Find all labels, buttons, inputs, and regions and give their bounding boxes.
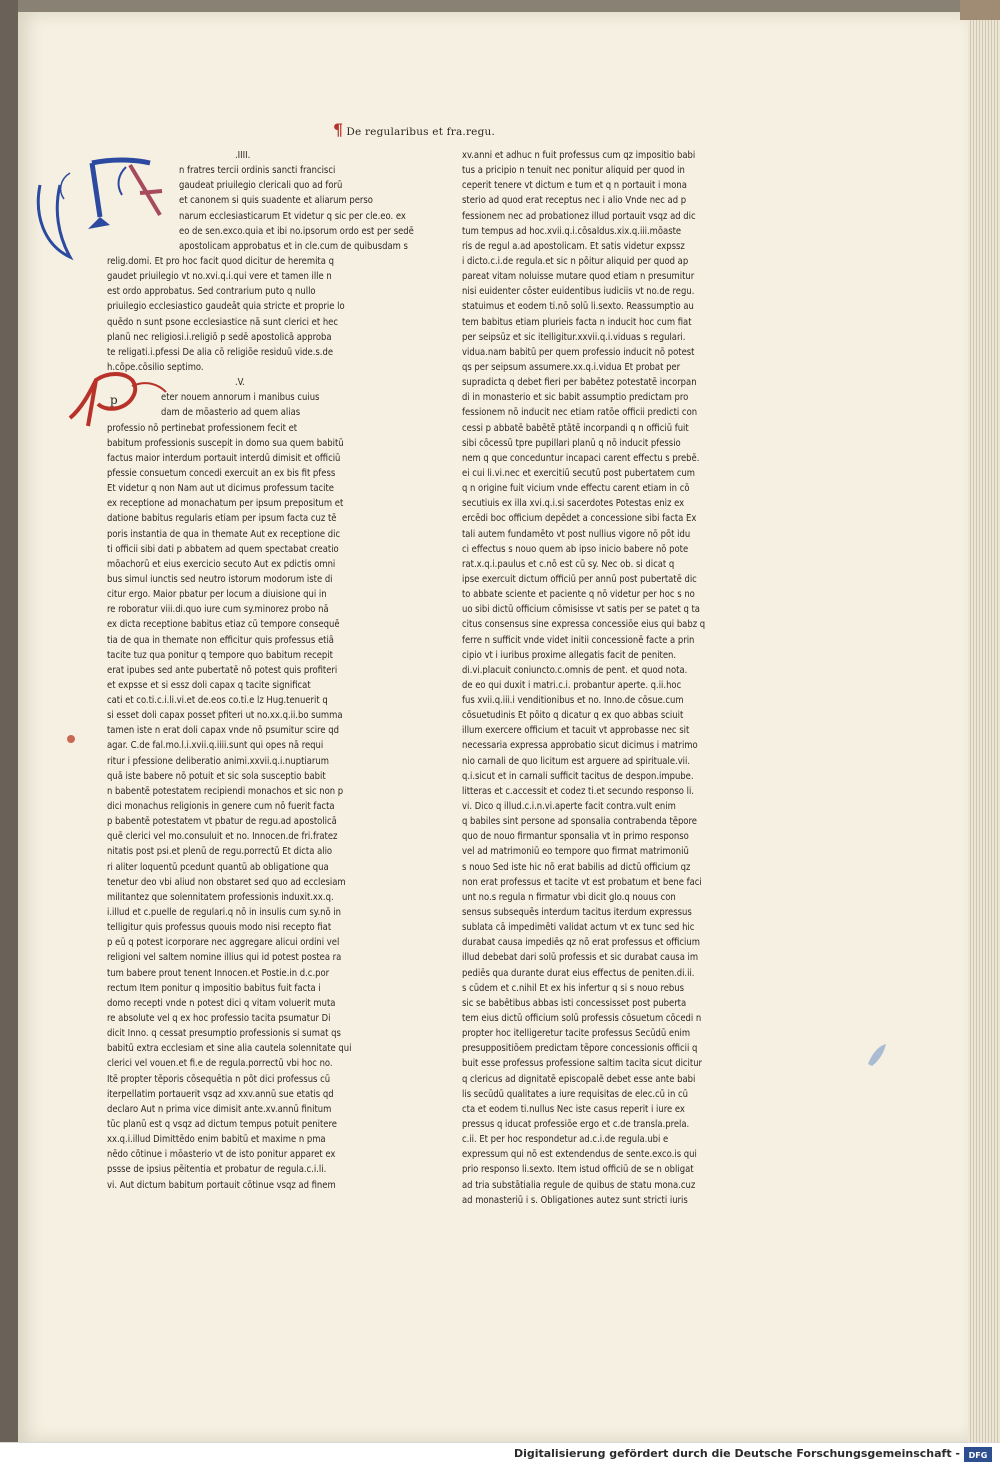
text-line: fessionem nec ad probationez illud portauit vsqz ad dic <box>462 210 696 222</box>
dfg-logo-icon <box>964 1447 992 1462</box>
text-line: nio carnali de quo licitum est arguere ad spirituale.vii. <box>462 755 691 767</box>
text-line: per seipsūz et sic itelligitur.xxvii.q.i.viduas s regulari. <box>462 331 686 343</box>
text-line: necessaria expressa approbatio sicut dicimus i matrimo <box>462 740 698 752</box>
text-line: gaudeat priuilegio clericali quo ad forū <box>179 180 343 192</box>
text-line: non erat professus et tacite vt est probatum et bene faci <box>462 876 702 888</box>
text-line: cipio vt i iuribus proxime allegatis facit de peniten. <box>462 649 677 661</box>
text-line: q n origine fuit vicium vnde effectu carent etiam in cō <box>462 483 690 495</box>
text-line: ipse exercuit dictum officiū per annū post pubertatē dic <box>462 573 697 585</box>
text-line: gaudet priuilegio vt no.xvi.q.i.qui vere et tamen ille n <box>107 271 332 283</box>
text-line: presuppositiōem predictam tēpore concessionis officii q <box>462 1043 698 1055</box>
text-line: factus maior interdum portauit interdū dimisit et officiū <box>107 452 341 464</box>
text-line: ex receptione ad monachatum per ipsum prepositum et <box>107 498 344 510</box>
text-line: propter hoc itelligeretur tacite professus Secūdū enim <box>462 1028 691 1040</box>
text-line: dici monachus religionis in genere cum nō fuerit facta <box>107 801 335 813</box>
text-line: vi. Dico q illud.c.i.n.vi.aperte facit contra.vult enim <box>462 801 676 813</box>
scan-left-margin <box>0 0 18 1442</box>
text-line: i.illud et c.puelle de regulari.q nō in insulis cum sy.nō in <box>107 907 342 919</box>
text-line: p eū q potest icorporare nec aggregare alicui ordini vel <box>107 937 340 949</box>
text-line: rectum Item ponitur q impositio babitus fuit facta i <box>107 982 321 994</box>
text-line: nem q que conceduntur incapaci carent effectu s prebē. <box>462 452 700 464</box>
text-line: sublata cā impedimēti validat actum vt ex tunc sed hic <box>462 922 695 934</box>
binding-corner <box>960 0 1000 20</box>
text-line: ri aliter loquentū pcedunt quantū ab obligatione qua <box>107 861 329 873</box>
text-line: eter nouem annorum i manibus cuius <box>161 392 320 404</box>
text-line: ris de regul a.ad apostolicam. Et satis videtur expssz <box>462 240 685 252</box>
text-line: et canonem si quis suadente et aliarum perso <box>179 195 373 207</box>
right-column <box>462 148 744 1208</box>
text-line: durabat causa impediēs qz nō erat professus et officium <box>462 937 700 949</box>
text-line: cessi p abbatē babētē ptātē incorpandi q n officiū fuit <box>462 422 689 434</box>
text-line: narum ecclesiasticarum Et videtur q sic per cle.eo. ex <box>179 210 406 222</box>
text-line: qs per seipsum assumere.xx.q.i.vidua Et probat per <box>462 361 681 373</box>
text-line: secutiuis ex illa xvi.q.i.si sacerdotes Potestas eniz ex <box>462 498 685 510</box>
text-line: pressus q iducat professiōe ergo et c.de transla.prela. <box>462 1119 690 1130</box>
text-line: babitū extra ecclesiam et sine alia cautela solennitate qui <box>107 1043 352 1055</box>
svg-text:DFG: DFG <box>968 1451 988 1460</box>
text-line: n babentē potestatem recipiendi monachos et sic non p <box>107 785 344 797</box>
text-line: s nouo Sed iste hic nō erat babilis ad dictū officium qz <box>462 861 691 873</box>
text-line: dicit Inno. q cessat presumptio professionis si sumat qs <box>107 1028 341 1040</box>
text-line: telligitur quis professus quouis modo nisi recepto fiat <box>107 922 332 934</box>
text-line: xv.anni et adhuc n fuit professus cum qz impositio babi <box>462 150 696 161</box>
text-line: statuimus et eodem ti.nō solū li.sexto. Reassumptio au <box>462 301 694 313</box>
text-line: tenetur deo vbi aliud non obstaret sed quo ad ecclesiam <box>107 876 346 888</box>
text-line: c.ii. Et per hoc respondetur ad.c.i.de regula.ubi e <box>462 1134 669 1146</box>
text-line: cōsuetudinis Et pōito q dicatur q ex quo abbas sciuit <box>462 710 684 722</box>
text-line: ex dicta receptione babitus etiaz cū tempore consequē <box>107 619 340 631</box>
text-line: nēdo cōtinue i mōasterio vt de isto ponitur apparet ex <box>107 1149 336 1161</box>
text-line: eo de sen.exco.quia et ibi no.ipsorum ordo est per sedē <box>179 225 414 237</box>
text-line: ci effectus s nouo quem ab ipso inicio babere nō pote <box>462 543 689 555</box>
text-line: ferre n sufficit vnde videt initii concessionē facte a prin <box>462 634 695 646</box>
text-line: ad monasteriū i s. Obligationes autez sunt stricti iuris <box>462 1194 688 1206</box>
text-line: rat.x.q.i.paulus et c.nō est cū sy. Nec ob. si dicat q <box>462 558 675 570</box>
text-line: p babentē potestatem vt pbatur de regu.ad apostolicā <box>107 816 337 828</box>
text-line: tali autem fundamēto vt post nullius vigore nō pōt idu <box>462 528 691 540</box>
text-line: prio responso li.sexto. Item istud officiū de se n obligat <box>462 1164 694 1176</box>
text-line: planū nec religiosi.i.religiō p sedē apostolicā approba <box>107 331 332 343</box>
text-line: re roboratur viii.di.quo iure cum sy.minorez probo nā <box>107 604 329 616</box>
footer-credit: Digitalisierung gefördert durch die Deutsche Forschungsgemeinschaft - <box>513 1447 960 1460</box>
text-line: sterio ad quod erat receptus nec i alio Vnde nec ad p <box>462 195 687 207</box>
text-line: apostolicam approbatus et in cle.cum de quibusdam s <box>179 240 408 252</box>
text-line: illud debebat dari solū professis et sic durabat causa im <box>462 952 699 964</box>
left-column <box>107 148 414 1193</box>
text-line: pssse de ipsius pēitentia et probatur de regula.c.i.li. <box>107 1164 327 1176</box>
text-line: q clericus ad dignitatē episcopalē debet esse ante babi <box>462 1073 696 1085</box>
text-line: tacite tuz qua ponitur q tempore quo babitum recepit <box>107 649 333 661</box>
text-line: unt no.s regula n firmatur vbi dicit glo.q nouus con <box>462 891 676 903</box>
text-line: tus a pricipio n tenuit nec ponitur aliquid per quod in <box>462 165 685 177</box>
text-line: pediēs qua durante durat eius effectus de peniten.di.ii. <box>462 967 695 979</box>
text-line: ritur i pfessione deliberatio animi.xxvii.q.i.nuptiarum <box>107 755 329 767</box>
text-line: dam de mōasterio ad quem alias <box>161 407 301 419</box>
text-line: pfessie consuetum concedi exercuit an ex bis fit pfess <box>107 467 336 479</box>
text-line: clerici vel vouen.et fi.e de regula.porrectū vbi hoc no. <box>107 1058 333 1070</box>
text-line: militantez que solennitatem professionis induxit.xx.q. <box>107 891 334 903</box>
footer-bar <box>0 1442 1000 1466</box>
text-line: di in monasterio et sic babit assumptio predictam pro <box>462 392 689 404</box>
running-head <box>333 120 495 139</box>
text-line: xx.q.i.illud Dimittēdo enim babitū et maxime n pma <box>107 1134 326 1146</box>
text-line: h.cōpe.cōsilio septimo. <box>107 361 204 373</box>
pilcrow-icon: ¶ <box>333 120 344 139</box>
text-line: tem babitus etiam plurieis facta n inducit hoc cum fiat <box>462 316 692 328</box>
text-line: nitatis post psi.et plenū de regu.porrectū Et dicta alio <box>107 846 333 858</box>
text-line: erat ipubes sed ante pubertatē nō potest quis profiteri <box>107 664 338 676</box>
text-line: de eo qui duxit i matri.c.i. probantur aperte. q.ii.hoc <box>462 679 682 691</box>
page-edges <box>968 12 1000 1442</box>
text-line: babitum professionis suscepit in domo sua quem babitū <box>107 437 344 449</box>
text-line: datione babitus regularis etiam per ipsum facta cuz tē <box>107 513 337 525</box>
text-line: lis secūdū qualitates a iure requisitas de elec.cū in cū <box>462 1088 689 1100</box>
text-line: relig.domi. Et pro hoc facit quod dicitur de heremita q <box>107 255 334 267</box>
text-line: Itē propter tēporis cōsequētia n pōt dici professus cū <box>107 1073 331 1085</box>
text-line: re absolute vel q ex hoc professio tacita psumatur Di <box>107 1013 331 1025</box>
text-line: agar. C.de fal.mo.l.i.xvii.q.iiii.sunt qui opes nā requi <box>107 740 324 752</box>
text-line: vi. Aut dictum babitum portauit cōtinue vsqz ad finem <box>107 1179 336 1191</box>
text-line: to abbate sciente et paciente q nō videtur per hoc s no <box>462 589 695 601</box>
text-line: uo sibi dictū officium cōmisisse vt satis per se patet q ta <box>462 604 700 616</box>
text-line: di.vi.placuit coniuncto.c.omnis de pent. et quod nota. <box>462 664 688 676</box>
text-line: ti officii sibi dati p abbatem ad quem spectabat creatio <box>107 543 339 555</box>
red-stain-mark <box>64 732 78 746</box>
text-line: litteras et c.accessit et codez ti.et secundo responso li. <box>462 785 694 797</box>
text-line: cati et co.ti.c.i.li.vi.et de.eos co.ti.e lz Hug.tenuerit q <box>107 695 328 707</box>
text-line: fus xvii.q.iii.i venditionibus et no. Inno.de cōsue.cum <box>462 695 684 707</box>
svg-text:p: p <box>110 393 118 407</box>
text-line: priuilegio ecclesiastico gaudeāt quia stricte et proprie lo <box>107 301 345 313</box>
text-line: poris instantia de qua in themate Aut ex receptione dic <box>107 528 341 540</box>
text-line: s cūdem et c.nihil Et ex his infertur q si s nouo rebus <box>462 982 685 994</box>
text-line: mōachorū et eius exercicio secuto Aut ex pdictis omni <box>107 558 336 570</box>
text-line: si esset doli capax posset pfiteri ut no.xx.q.ii.bo summa <box>107 710 343 722</box>
text-line: religioni vel saltem nomine illius qui id potest postea ra <box>107 952 342 964</box>
text-line: i dicto.c.i.de regula.et sic n pōitur aliquid per quod ap <box>462 255 689 267</box>
text-line: n fratres tercii ordinis sancti francisci <box>179 165 336 177</box>
text-line: ad tria substātialia regule de quibus de statu mona.cuz <box>462 1179 696 1191</box>
text-line: bus simul iunctis sed neutro istorum modorum iste di <box>107 573 333 585</box>
text-line: quēdo n sunt psone ecclesiastice nā sunt clerici et hec <box>107 316 339 328</box>
text-line: illum exercere officium et tacuit vt approbasse nec sit <box>462 725 690 737</box>
text-line: vidua.nam babitū per quem professio inducit nō potest <box>462 346 695 358</box>
text-line: ei cui li.vi.nec et exercitiū secutū post pubertatem cum <box>462 467 696 479</box>
text-line: citus consensus sine expressa concessiōe eius qui babz q <box>462 619 706 631</box>
text-line: tia de qua in themate non efficitur quis professus etiā <box>107 634 334 646</box>
text-line: Et videtur q non Nam aut ut dicimus professum tacite <box>107 483 334 495</box>
text-line: q.i.sicut et in carnali sufficit tacitus de despon.impube. <box>462 770 694 782</box>
text-line: tūc planū est q vsqz ad dictum tempus potuit penitere <box>107 1119 337 1130</box>
text-line: tum babere prout tenent Innocen.et Postie.in d.c.por <box>107 967 330 979</box>
text-line: citur ergo. Maior pbatur per locum a diuisione qui in <box>107 589 327 601</box>
text-line: et expsse et si essz doli capax q tacite significat <box>107 679 311 691</box>
text-line: te religati.i.pfessi De alia cō religiōe residuū vide.s.de <box>107 346 334 358</box>
text-line: iterpellatim portauerit vsqz ad xxv.annū sue etatis qd <box>107 1088 334 1100</box>
text-line: ceperit tenere vt dictum e tum et q n portauit i mona <box>462 180 687 192</box>
text-line: tum tempus ad hoc.xvii.q.i.cōsaldus.xix.q.iii.mōaste <box>462 225 682 237</box>
text-line: supradicta q debet fieri per babētez potestatē incorpan <box>462 377 697 389</box>
text-line: pareat vitam noluisse mutare quod etiam n presumitur <box>462 271 695 283</box>
text-line: fessionem nō inducit nec etiam ratōe officii predicti con <box>462 407 698 419</box>
text-line: nisi euidenter cōster euidentibus iudiciis vt no.de regu. <box>462 286 695 298</box>
text-line: est ordo approbatus. Sed contrarium puto q nullo <box>107 286 316 298</box>
text-line: declaro Aut n prima vice dimisit ante.xv.annū finitum <box>107 1103 332 1115</box>
text-line: vel ad matrimoniū eo tempore quo firmat matrimoniū <box>462 846 689 858</box>
section-number-v: .V. <box>235 377 245 389</box>
text-line: domo recepti vnde n potest dici q vitam voluerit muta <box>107 997 336 1009</box>
text-line: quo de nouo firmantur sponsalia vt in primo responso <box>462 831 689 843</box>
text-line: expressum qui nō est extendendus de sente.exco.is qui <box>462 1149 697 1161</box>
running-head-text: De regularibus et fra.regu. <box>346 126 496 138</box>
text-line: sensus subsequēs interdum tacitus iterdum expressus <box>462 907 692 919</box>
blue-ink-stain <box>862 1040 892 1070</box>
text-line: tem eius dictū officium solū professis cōsuetum cōcedi n <box>462 1013 702 1025</box>
text-line: cta et eodem ti.nullus Nec iste casus reperit i iure ex <box>462 1103 685 1115</box>
text-line: professio nō pertinebat professionem fecit et <box>107 422 298 434</box>
text-line: q babiles sint persone ad sponsalia contrabenda tēpore <box>462 816 697 828</box>
text-line: sic se babētibus abbas isti concessisset post puberta <box>462 997 687 1009</box>
text-line: quā iste babere nō potuit et sic sola susceptio babit <box>107 770 326 782</box>
text-line: buit esse professus professione saltim tacita sicut dicitur <box>462 1058 703 1070</box>
text-line: quē clerici vel mo.consuluit et no. Innocen.de fri.fratez <box>107 831 338 843</box>
text-line: ercēdi boc officium depēdet a concessione sibi facta Ex <box>462 513 697 525</box>
section-number-iv: .IIII. <box>235 150 251 161</box>
text-line: tamen iste n erat doli capax vnde nō psumitur scire qd <box>107 725 339 737</box>
text-line: sibi cōcessū tpre pupillari planū q nō inducit pfessio <box>462 437 681 449</box>
